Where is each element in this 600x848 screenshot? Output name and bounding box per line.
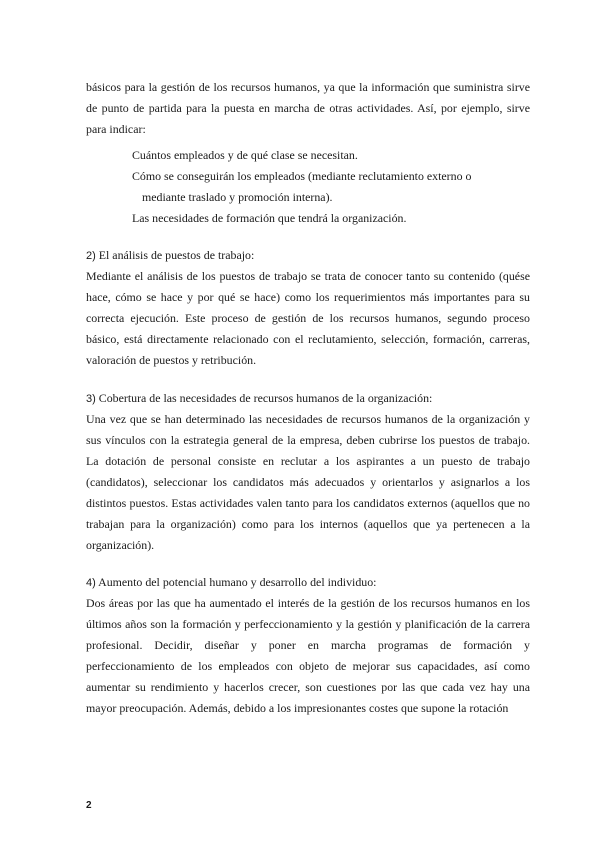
section-number: 2)	[86, 250, 96, 262]
intro-paragraph: básicos para la gestión de los recursos humanos, ya que la información que suministra sirve de punto de partida para la puesta en marcha de otras actividades. Así, por ejemplo, sirve para indicar:	[86, 80, 530, 136]
section-body-3: Una vez que se han determinado las necesidades de recursos humanos de la organización y sus vínculos con la estrategia general de la empresa, deben cubrirse los puestos de trabajo. La dotación de personal consiste en reclutar a los aspirantes a un puesto de trabajo (candidatos), seleccionar los candidatos más adecuados y orientarlos y asignarlos a los distintos puestos. Estas actividades valen tanto para los candidatos externos (aquellos que no trabajan para la organización) como para los internos (aquellos que ya pertenecen a la organización).	[86, 412, 530, 552]
indicator-list	[132, 145, 512, 229]
section-heading-2	[86, 245, 254, 267]
section-number: 3)	[86, 393, 96, 405]
page-number: 2	[86, 800, 92, 811]
section-title: El análisis de puestos de trabajo:	[98, 248, 255, 262]
list-item	[132, 208, 512, 229]
section-number: 4)	[86, 577, 96, 589]
section-title: Cobertura de las necesidades de recursos humanos de la organización:	[98, 391, 433, 405]
list-item-text: Las necesidades de formación que tendrá la organización.	[132, 211, 407, 225]
section-body-2: Mediante el análisis de los puestos de trabajo se trata de conocer tanto su contenido (quése hace, cómo se hace y por qué se hace) como los requerimientos más importantes para su correcta ejecución. Este proceso de gestión de los recursos humanos, segundo proceso básico, está directamente relacionado con el reclutamiento, selección, formación, carreras, valoración de puestos y retribución.	[86, 269, 530, 367]
list-item	[132, 166, 512, 208]
section-heading-4	[86, 572, 377, 594]
list-item-text: Cuántos empleados y de qué clase se necesitan.	[132, 148, 358, 162]
section-heading-3	[86, 388, 432, 410]
list-item-continuation: mediante traslado y promoción interna).	[142, 190, 333, 204]
section-title: Aumento del potencial humano y desarrollo del individuo:	[98, 575, 377, 589]
list-item	[132, 145, 512, 166]
section-body-4: Dos áreas por las que ha aumentado el interés de la gestión de los recursos humanos en los últimos años son la formación y perfeccionamiento y la gestión y planificación de la carrera profesional. Decidir, diseñar y poner en marcha programas de formación y perfeccionamiento de los empleados con objeto de mejorar sus capacidades, así como aumentar su rendimiento y hacerlos crecer, son cuestiones por las que cada vez hay una mayor preocupación. Además, debido a los impresionantes costes que supone la rotación	[86, 596, 530, 715]
list-item-text: Cómo se conseguirán los empleados (mediante reclutamiento externo o	[132, 169, 472, 183]
